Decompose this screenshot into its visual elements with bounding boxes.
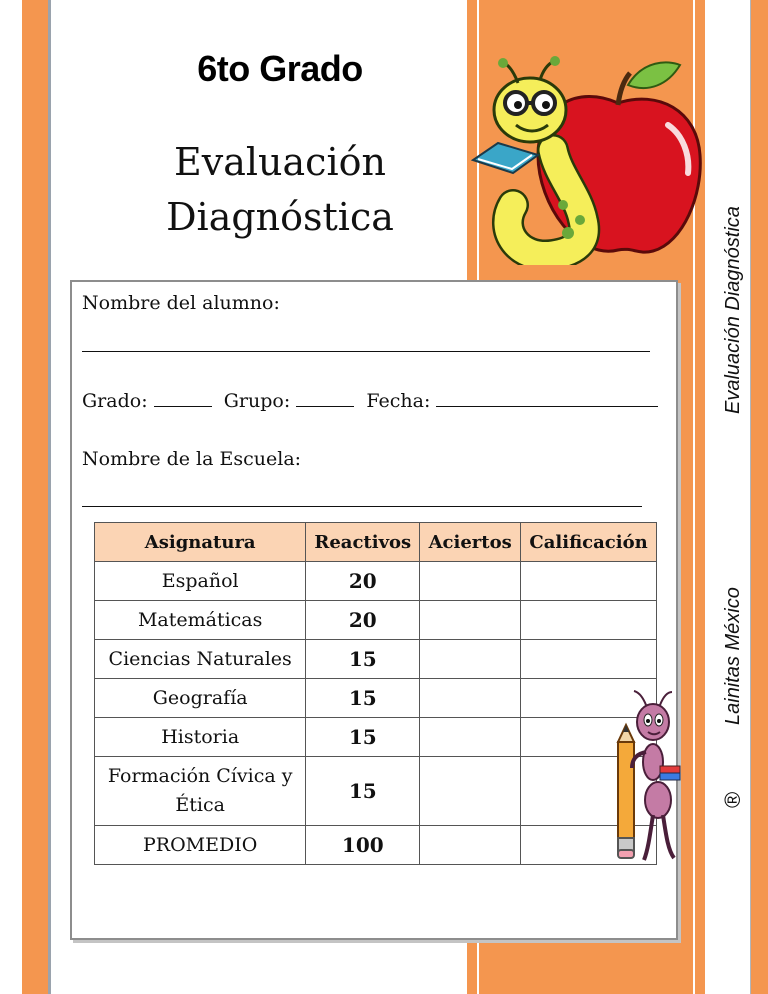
student-name-label: Nombre del alumno:	[82, 292, 280, 314]
correct-cell[interactable]	[420, 826, 521, 865]
subject-cell: PROMEDIO	[95, 826, 306, 865]
grade-label: Grado:	[82, 390, 148, 412]
subject-cell: Geografía	[95, 679, 306, 718]
grades-table	[94, 522, 657, 865]
subject-cell: Ciencias Naturales	[95, 640, 306, 679]
side-brand-text: Lainitas México	[722, 587, 744, 725]
correct-cell[interactable]	[420, 757, 521, 826]
correct-cell[interactable]	[420, 562, 521, 601]
evaluation-title-line1: Evaluación	[174, 140, 386, 184]
far-right-stripe	[750, 0, 768, 994]
grade-title: 6to Grado	[197, 48, 363, 89]
apple-worm-icon	[468, 55, 703, 265]
subject-cell: Matemáticas	[95, 601, 306, 640]
header-subject: Asignatura	[95, 523, 306, 562]
items-cell: 100	[306, 826, 420, 865]
header-grade: Calificación	[521, 523, 657, 562]
header-items: Reactivos	[306, 523, 420, 562]
table-row-average	[95, 826, 657, 865]
grade-line[interactable]	[154, 390, 212, 407]
school-name-line[interactable]	[82, 506, 642, 507]
side-evaluation-text: Evaluación Diagnóstica	[722, 206, 744, 414]
table-row	[95, 562, 657, 601]
correct-cell[interactable]	[420, 601, 521, 640]
items-cell: 20	[306, 601, 420, 640]
items-cell: 15	[306, 757, 420, 826]
items-cell: 20	[306, 562, 420, 601]
grade-cell[interactable]	[521, 640, 657, 679]
group-label: Grupo:	[223, 390, 291, 412]
correct-cell[interactable]	[420, 718, 521, 757]
correct-cell[interactable]	[420, 640, 521, 679]
date-line[interactable]	[436, 390, 658, 407]
grade-cell[interactable]	[521, 601, 657, 640]
group-line[interactable]	[296, 390, 354, 407]
items-cell: 15	[306, 640, 420, 679]
header-correct: Aciertos	[420, 523, 521, 562]
ant-pencil-icon	[608, 690, 684, 865]
correct-cell[interactable]	[420, 679, 521, 718]
grade-group-date-row	[82, 390, 658, 412]
evaluation-title-line2: Diagnóstica	[166, 195, 394, 239]
grade-cell[interactable]	[521, 562, 657, 601]
items-cell: 15	[306, 679, 420, 718]
student-name-line[interactable]	[82, 351, 650, 352]
subject-cell: Formación Cívica y Ética	[95, 757, 306, 826]
table-row	[95, 601, 657, 640]
table-row	[95, 679, 657, 718]
table-row	[95, 640, 657, 679]
date-label: Fecha:	[366, 390, 431, 412]
table-row	[95, 757, 657, 826]
subject-cell: Español	[95, 562, 306, 601]
items-cell: 15	[306, 718, 420, 757]
table-header-row	[95, 523, 657, 562]
left-stripe	[22, 0, 48, 994]
table-row	[95, 718, 657, 757]
subject-cell: Historia	[95, 718, 306, 757]
school-name-label: Nombre de la Escuela:	[82, 448, 302, 470]
registered-mark: ®	[720, 791, 745, 808]
